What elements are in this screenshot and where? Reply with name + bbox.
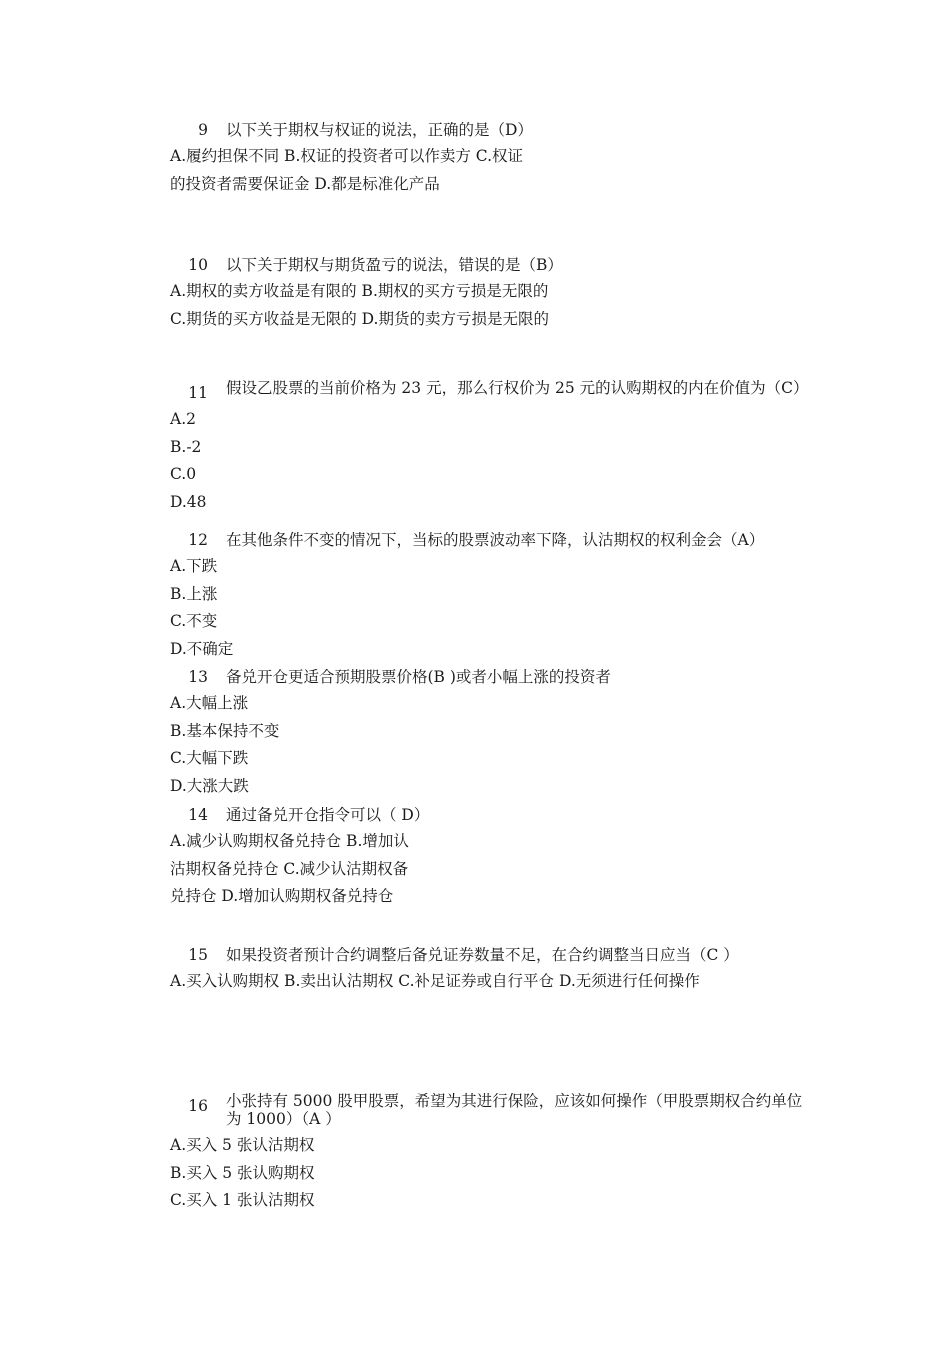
option-line: B.-2 — [170, 437, 202, 456]
question-number: 15 — [188, 946, 208, 964]
option-line: A.大幅上涨 — [170, 694, 249, 712]
option-line: C.大幅下跌 — [170, 749, 249, 767]
option-line: B.上涨 — [170, 584, 218, 603]
option-line: D.不确定 — [170, 639, 234, 658]
question-text: 备兑开仓更适合预期股票价格(B )或者小幅上涨的投资者 — [226, 668, 611, 686]
option-line: A.2 — [170, 410, 196, 428]
option-line: C.0 — [170, 465, 197, 483]
option-line: 的投资者需要保证金 D.都是标准化产品 — [170, 174, 440, 193]
option-line: 兑持仓 D.增加认购期权备兑持仓 — [170, 887, 394, 905]
options — [170, 828, 810, 911]
question-stem — [170, 806, 810, 824]
options — [170, 690, 810, 800]
option-line: A.期权的卖方收益是有限的 B.期权的买方亏损是无限的 — [170, 282, 549, 300]
question-stem — [170, 668, 810, 686]
option-line: A.减少认购期权备兑持仓 B.增加认 — [170, 832, 409, 850]
question-number: 14 — [188, 806, 208, 824]
question-text: 小张持有 5000 股甲股票，希望为其进行保险，应该如何操作（甲股票期权合约单位为 1000）（A ） — [226, 1092, 803, 1128]
option-line: 沽期权备兑持仓 C.减少认沽期权备 — [170, 859, 409, 878]
question-text: 在其他条件不变的情况下，当标的股票波动率下降，认沽期权的权利金会（A） — [226, 531, 765, 549]
question-14 — [170, 806, 810, 911]
question-text: 通过备兑开仓指令可以（ D） — [226, 806, 430, 824]
option-line: C.买入 1 张认沽期权 — [170, 1191, 315, 1209]
option-line: D.48 — [170, 492, 207, 511]
question-16 — [170, 1092, 810, 1215]
option-line: C.不变 — [170, 612, 218, 630]
options — [170, 278, 810, 333]
option-line: A.履约担保不同 B.权证的投资者可以作卖方 C.权证 — [170, 147, 524, 165]
option-line: D.大涨大跌 — [170, 776, 249, 795]
question-number: 16 — [188, 1097, 208, 1115]
question-number: 9 — [198, 121, 208, 139]
option-line: A.买入 5 张认沽期权 — [170, 1136, 315, 1154]
question-number: 12 — [188, 531, 208, 549]
question-number: 11 — [188, 384, 208, 402]
option-line: A.下跌 — [170, 557, 218, 575]
question-15 — [170, 946, 810, 996]
question-stem — [170, 1092, 810, 1128]
question-number: 13 — [188, 668, 208, 686]
option-line: B.买入 5 张认购期权 — [170, 1163, 315, 1182]
question-text: 以下关于期权与权证的说法，正确的是（D） — [226, 121, 533, 139]
question-stem — [170, 379, 810, 402]
question-13 — [170, 668, 810, 800]
question-stem — [170, 531, 810, 549]
option-line: A.买入认购期权 B.卖出认沽期权 C.补足证券或自行平仓 D.无须进行任何操作 — [170, 972, 700, 990]
question-text: 以下关于期权与期货盈亏的说法，错误的是（B） — [226, 256, 563, 274]
option-line: C.期货的买方收益是无限的 D.期货的卖方亏损是无限的 — [170, 309, 549, 328]
question-text: 假设乙股票的当前价格为 23 元，那么行权价为 25 元的认购期权的内在价值为（C） — [226, 379, 809, 397]
options — [170, 968, 810, 996]
question-number: 10 — [188, 256, 208, 274]
options — [170, 553, 810, 663]
question-stem — [170, 946, 810, 964]
options — [170, 1132, 810, 1215]
option-line: B.基本保持不变 — [170, 721, 280, 740]
question-text: 如果投资者预计合约调整后备兑证券数量不足，在合约调整当日应当（C ） — [226, 946, 739, 964]
question-10 — [170, 256, 810, 333]
options — [170, 406, 810, 516]
question-stem — [170, 256, 810, 274]
question-11 — [170, 379, 810, 516]
question-stem — [170, 121, 810, 139]
options — [170, 143, 810, 198]
question-9 — [170, 121, 810, 198]
question-12 — [170, 531, 810, 663]
